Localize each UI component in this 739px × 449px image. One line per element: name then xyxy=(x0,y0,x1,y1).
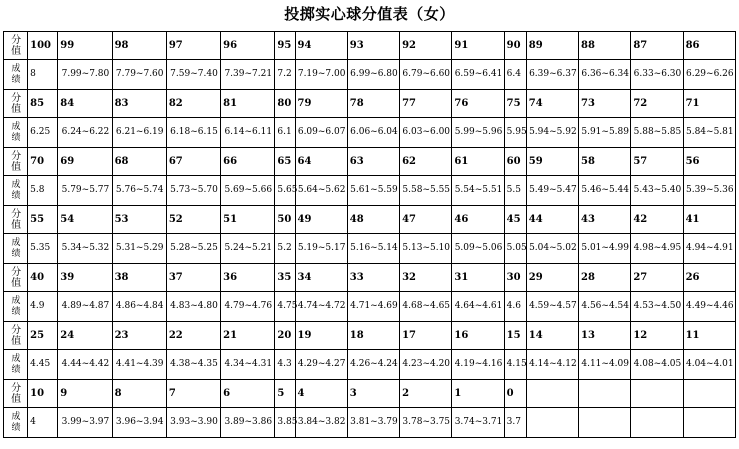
result-cell: 6.09~6.07 xyxy=(295,118,347,148)
result-cell: 7.99~7.80 xyxy=(58,60,112,90)
result-cell: 6.36~6.34 xyxy=(579,60,631,90)
score-cell: 70 xyxy=(28,148,58,176)
score-cell: 93 xyxy=(347,32,399,60)
score-cell: 8 xyxy=(112,380,166,408)
result-row xyxy=(4,292,736,322)
row-label-char: 绩 xyxy=(11,74,21,85)
result-cell: 7.39~7.21 xyxy=(221,60,275,90)
result-cell: 5.64~5.62 xyxy=(295,176,347,206)
row-label-char: 绩 xyxy=(11,132,21,143)
result-cell: 5.46~5.44 xyxy=(579,176,631,206)
result-cell: 5.58~5.55 xyxy=(400,176,452,206)
result-cell: 4.59~4.57 xyxy=(526,292,578,322)
score-row xyxy=(4,90,736,118)
result-cell: 4.26~4.24 xyxy=(347,350,399,380)
result-row-label xyxy=(4,234,28,264)
row-label-char: 分 xyxy=(11,92,22,104)
score-cell: 45 xyxy=(504,206,526,234)
score-cell: 43 xyxy=(579,206,631,234)
score-cell: 2 xyxy=(400,380,452,408)
score-table-body xyxy=(4,32,736,438)
score-cell: 50 xyxy=(275,206,295,234)
score-cell: 19 xyxy=(295,322,347,350)
result-cell: 6.99~6.80 xyxy=(347,60,399,90)
result-row-label xyxy=(4,60,28,90)
score-cell: 23 xyxy=(112,322,166,350)
result-cell: 5.24~5.21 xyxy=(221,234,275,264)
result-cell: 5.79~5.77 xyxy=(58,176,112,206)
score-cell: 36 xyxy=(221,264,275,292)
score-cell: 34 xyxy=(295,264,347,292)
score-cell xyxy=(683,380,735,408)
row-label-char: 分 xyxy=(11,150,22,162)
result-cell: 5.69~5.66 xyxy=(221,176,275,206)
score-cell: 91 xyxy=(452,32,504,60)
row-label-char: 成 xyxy=(11,179,21,190)
score-cell: 64 xyxy=(295,148,347,176)
row-label-char: 绩 xyxy=(11,190,21,201)
score-cell: 99 xyxy=(58,32,112,60)
score-cell: 57 xyxy=(631,148,683,176)
score-cell: 80 xyxy=(275,90,295,118)
score-cell: 90 xyxy=(504,32,526,60)
score-cell: 62 xyxy=(400,148,452,176)
row-label-char: 值 xyxy=(11,161,22,173)
row-label-char: 成 xyxy=(11,121,21,132)
result-cell: 6.1 xyxy=(275,118,295,148)
row-label-char: 值 xyxy=(11,103,22,115)
score-cell: 28 xyxy=(579,264,631,292)
result-cell: 5.2 xyxy=(275,234,295,264)
row-label-char: 值 xyxy=(11,335,22,347)
score-cell: 6 xyxy=(221,380,275,408)
score-row xyxy=(4,148,736,176)
row-label-char: 分 xyxy=(11,266,22,278)
result-cell: 4.53~4.50 xyxy=(631,292,683,322)
result-cell: 5.31~5.29 xyxy=(112,234,166,264)
result-cell: 3.85 xyxy=(275,408,295,438)
score-cell: 60 xyxy=(504,148,526,176)
score-cell: 18 xyxy=(347,322,399,350)
score-cell: 95 xyxy=(275,32,295,60)
score-cell: 94 xyxy=(295,32,347,60)
result-cell xyxy=(631,408,683,438)
result-cell: 3.93~3.90 xyxy=(166,408,220,438)
result-cell: 5.35 xyxy=(28,234,58,264)
score-cell: 17 xyxy=(400,322,452,350)
score-cell: 98 xyxy=(112,32,166,60)
result-cell: 3.78~3.75 xyxy=(400,408,452,438)
score-cell: 68 xyxy=(112,148,166,176)
result-cell: 4.08~4.05 xyxy=(631,350,683,380)
result-cell: 4.83~4.80 xyxy=(166,292,220,322)
score-cell: 35 xyxy=(275,264,295,292)
score-cell: 87 xyxy=(631,32,683,60)
result-cell: 5.39~5.36 xyxy=(683,176,735,206)
score-cell: 74 xyxy=(526,90,578,118)
result-cell: 6.24~6.22 xyxy=(58,118,112,148)
score-cell: 56 xyxy=(683,148,735,176)
score-cell: 37 xyxy=(166,264,220,292)
result-cell: 6.29~6.26 xyxy=(683,60,735,90)
score-cell: 15 xyxy=(504,322,526,350)
score-cell: 32 xyxy=(400,264,452,292)
row-label-char: 绩 xyxy=(11,248,21,259)
row-label-char: 成 xyxy=(11,63,21,74)
score-cell: 83 xyxy=(112,90,166,118)
score-cell: 71 xyxy=(683,90,735,118)
result-cell: 6.79~6.60 xyxy=(400,60,452,90)
result-row-label xyxy=(4,176,28,206)
result-cell: 3.7 xyxy=(504,408,526,438)
score-cell: 66 xyxy=(221,148,275,176)
result-row xyxy=(4,408,736,438)
score-cell: 92 xyxy=(400,32,452,60)
result-cell xyxy=(683,408,735,438)
score-cell xyxy=(526,380,578,408)
score-cell: 7 xyxy=(166,380,220,408)
result-cell: 4.04~4.01 xyxy=(683,350,735,380)
result-cell: 5.99~5.96 xyxy=(452,118,504,148)
row-label-char: 成 xyxy=(11,295,21,306)
score-cell: 97 xyxy=(166,32,220,60)
score-cell: 4 xyxy=(295,380,347,408)
score-cell: 27 xyxy=(631,264,683,292)
result-cell: 4.6 xyxy=(504,292,526,322)
score-cell: 39 xyxy=(58,264,112,292)
result-cell: 3.74~3.71 xyxy=(452,408,504,438)
score-cell: 33 xyxy=(347,264,399,292)
result-cell: 5.8 xyxy=(28,176,58,206)
result-cell: 7.2 xyxy=(275,60,295,90)
score-cell: 81 xyxy=(221,90,275,118)
result-cell: 6.33~6.30 xyxy=(631,60,683,90)
result-row xyxy=(4,234,736,264)
result-cell: 5.34~5.32 xyxy=(58,234,112,264)
score-cell: 86 xyxy=(683,32,735,60)
result-cell: 5.49~5.47 xyxy=(526,176,578,206)
score-cell: 11 xyxy=(683,322,735,350)
score-cell xyxy=(631,380,683,408)
score-row-label xyxy=(4,32,28,60)
result-cell: 6.21~6.19 xyxy=(112,118,166,148)
score-cell: 53 xyxy=(112,206,166,234)
row-label-char: 分 xyxy=(11,382,22,394)
result-cell: 4.71~4.69 xyxy=(347,292,399,322)
result-cell: 5.65 xyxy=(275,176,295,206)
score-cell: 65 xyxy=(275,148,295,176)
score-cell: 47 xyxy=(400,206,452,234)
score-cell: 82 xyxy=(166,90,220,118)
score-row xyxy=(4,206,736,234)
result-cell: 7.59~7.40 xyxy=(166,60,220,90)
result-cell: 3.96~3.94 xyxy=(112,408,166,438)
result-cell: 4.15 xyxy=(504,350,526,380)
score-cell: 49 xyxy=(295,206,347,234)
row-label-char: 成 xyxy=(11,353,21,364)
result-cell: 4.3 xyxy=(275,350,295,380)
score-cell: 69 xyxy=(58,148,112,176)
result-cell: 5.09~5.06 xyxy=(452,234,504,264)
score-cell: 100 xyxy=(28,32,58,60)
result-cell xyxy=(526,408,578,438)
score-row xyxy=(4,264,736,292)
score-cell: 21 xyxy=(221,322,275,350)
result-row-label xyxy=(4,292,28,322)
score-cell: 14 xyxy=(526,322,578,350)
result-cell: 4.89~4.87 xyxy=(58,292,112,322)
result-cell: 5.05 xyxy=(504,234,526,264)
score-row-label xyxy=(4,322,28,350)
result-row-label xyxy=(4,408,28,438)
score-cell: 40 xyxy=(28,264,58,292)
score-cell: 84 xyxy=(58,90,112,118)
score-cell: 63 xyxy=(347,148,399,176)
result-cell: 6.03~6.00 xyxy=(400,118,452,148)
score-cell: 72 xyxy=(631,90,683,118)
result-cell: 4.19~4.16 xyxy=(452,350,504,380)
result-cell: 4.94~4.91 xyxy=(683,234,735,264)
result-cell: 3.81~3.79 xyxy=(347,408,399,438)
score-cell: 0 xyxy=(504,380,526,408)
result-cell: 4.23~4.20 xyxy=(400,350,452,380)
score-cell: 73 xyxy=(579,90,631,118)
score-cell: 9 xyxy=(58,380,112,408)
row-label-char: 绩 xyxy=(11,422,21,433)
result-cell: 3.99~3.97 xyxy=(58,408,112,438)
score-cell: 31 xyxy=(452,264,504,292)
score-cell: 25 xyxy=(28,322,58,350)
score-row-label xyxy=(4,380,28,408)
result-cell: 5.28~5.25 xyxy=(166,234,220,264)
score-cell xyxy=(579,380,631,408)
result-cell: 4.79~4.76 xyxy=(221,292,275,322)
score-row-label xyxy=(4,90,28,118)
result-row xyxy=(4,60,736,90)
score-cell: 85 xyxy=(28,90,58,118)
score-cell: 75 xyxy=(504,90,526,118)
result-cell: 6.14~6.11 xyxy=(221,118,275,148)
score-cell: 22 xyxy=(166,322,220,350)
result-cell: 4.14~4.12 xyxy=(526,350,578,380)
score-row xyxy=(4,32,736,60)
score-cell: 88 xyxy=(579,32,631,60)
score-table xyxy=(3,31,736,438)
result-cell: 6.4 xyxy=(504,60,526,90)
score-cell: 30 xyxy=(504,264,526,292)
score-cell: 79 xyxy=(295,90,347,118)
score-cell: 12 xyxy=(631,322,683,350)
result-cell: 4 xyxy=(28,408,58,438)
result-cell: 4.64~4.61 xyxy=(452,292,504,322)
row-label-char: 绩 xyxy=(11,306,21,317)
result-cell: 5.5 xyxy=(504,176,526,206)
result-cell: 4.75 xyxy=(275,292,295,322)
result-row xyxy=(4,176,736,206)
result-cell: 3.89~3.86 xyxy=(221,408,275,438)
score-cell: 26 xyxy=(683,264,735,292)
row-label-char: 分 xyxy=(11,208,22,220)
result-cell: 5.73~5.70 xyxy=(166,176,220,206)
score-cell: 77 xyxy=(400,90,452,118)
result-cell: 4.68~4.65 xyxy=(400,292,452,322)
score-cell: 16 xyxy=(452,322,504,350)
result-cell: 5.16~5.14 xyxy=(347,234,399,264)
result-cell: 4.38~4.35 xyxy=(166,350,220,380)
result-cell: 5.84~5.81 xyxy=(683,118,735,148)
result-cell: 5.04~5.02 xyxy=(526,234,578,264)
result-cell: 5.88~5.85 xyxy=(631,118,683,148)
result-row xyxy=(4,350,736,380)
row-label-char: 分 xyxy=(11,324,22,336)
result-cell: 5.76~5.74 xyxy=(112,176,166,206)
row-label-char: 成 xyxy=(11,237,21,248)
result-cell: 6.59~6.41 xyxy=(452,60,504,90)
score-cell: 29 xyxy=(526,264,578,292)
row-label-char: 值 xyxy=(11,219,22,231)
score-cell: 96 xyxy=(221,32,275,60)
score-cell: 24 xyxy=(58,322,112,350)
score-cell: 42 xyxy=(631,206,683,234)
row-label-char: 绩 xyxy=(11,364,21,375)
score-row-label xyxy=(4,264,28,292)
score-cell: 5 xyxy=(275,380,295,408)
row-label-char: 分 xyxy=(11,34,22,46)
score-cell: 67 xyxy=(166,148,220,176)
result-cell: 6.06~6.04 xyxy=(347,118,399,148)
result-cell: 6.39~6.37 xyxy=(526,60,578,90)
result-cell: 3.84~3.82 xyxy=(295,408,347,438)
result-cell: 5.01~4.99 xyxy=(579,234,631,264)
score-row xyxy=(4,380,736,408)
row-label-char: 值 xyxy=(11,393,22,405)
score-cell: 55 xyxy=(28,206,58,234)
result-cell: 5.13~5.10 xyxy=(400,234,452,264)
score-cell: 51 xyxy=(221,206,275,234)
row-label-char: 值 xyxy=(11,277,22,289)
score-cell: 44 xyxy=(526,206,578,234)
score-cell: 38 xyxy=(112,264,166,292)
page-title: 投掷实心球分值表（女） xyxy=(284,5,455,23)
result-cell: 4.29~4.27 xyxy=(295,350,347,380)
result-cell: 4.56~4.54 xyxy=(579,292,631,322)
result-cell: 6.25 xyxy=(28,118,58,148)
score-cell: 52 xyxy=(166,206,220,234)
score-cell: 61 xyxy=(452,148,504,176)
score-cell: 46 xyxy=(452,206,504,234)
result-row-label xyxy=(4,350,28,380)
result-cell: 4.11~4.09 xyxy=(579,350,631,380)
score-cell: 10 xyxy=(28,380,58,408)
result-cell: 5.19~5.17 xyxy=(295,234,347,264)
result-cell: 5.91~5.89 xyxy=(579,118,631,148)
result-cell: 4.86~4.84 xyxy=(112,292,166,322)
result-cell: 8 xyxy=(28,60,58,90)
row-label-char: 值 xyxy=(11,45,22,57)
result-cell: 5.61~5.59 xyxy=(347,176,399,206)
score-cell: 41 xyxy=(683,206,735,234)
score-cell: 48 xyxy=(347,206,399,234)
result-cell: 7.79~7.60 xyxy=(112,60,166,90)
result-cell: 4.34~4.31 xyxy=(221,350,275,380)
result-cell: 4.49~4.46 xyxy=(683,292,735,322)
score-row-label xyxy=(4,206,28,234)
result-cell: 4.41~4.39 xyxy=(112,350,166,380)
row-label-char: 成 xyxy=(11,411,21,422)
score-cell: 76 xyxy=(452,90,504,118)
score-cell: 13 xyxy=(579,322,631,350)
result-cell: 4.98~4.95 xyxy=(631,234,683,264)
score-cell: 78 xyxy=(347,90,399,118)
result-cell: 4.9 xyxy=(28,292,58,322)
result-cell: 4.74~4.72 xyxy=(295,292,347,322)
result-cell: 6.18~6.15 xyxy=(166,118,220,148)
score-row-label xyxy=(4,148,28,176)
result-cell: 4.44~4.42 xyxy=(58,350,112,380)
result-row xyxy=(4,118,736,148)
score-row xyxy=(4,322,736,350)
result-cell: 5.43~5.40 xyxy=(631,176,683,206)
result-cell xyxy=(579,408,631,438)
result-cell: 5.94~5.92 xyxy=(526,118,578,148)
score-cell: 20 xyxy=(275,322,295,350)
result-cell: 4.45 xyxy=(28,350,58,380)
score-cell: 1 xyxy=(452,380,504,408)
score-cell: 58 xyxy=(579,148,631,176)
score-cell: 54 xyxy=(58,206,112,234)
result-cell: 5.54~5.51 xyxy=(452,176,504,206)
result-cell: 7.19~7.00 xyxy=(295,60,347,90)
score-cell: 59 xyxy=(526,148,578,176)
score-cell: 89 xyxy=(526,32,578,60)
result-row-label xyxy=(4,118,28,148)
result-cell: 5.95 xyxy=(504,118,526,148)
score-cell: 3 xyxy=(347,380,399,408)
